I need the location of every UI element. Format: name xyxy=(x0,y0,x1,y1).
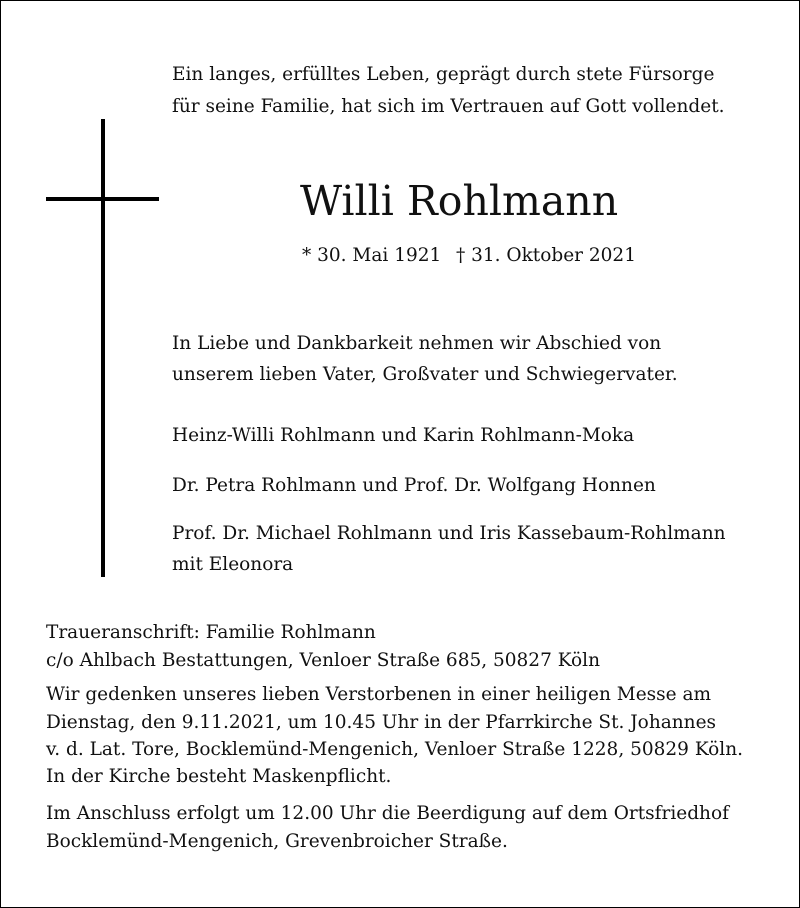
mass-line-3: v. d. Lat. Tore, Bocklemünd-Mengenich, Venloer Straße 1228, 50829 Köln. xyxy=(46,739,743,760)
address-line-2: c/o Ahlbach Bestattungen, Venloer Straße 685, 50827 Köln xyxy=(46,650,601,671)
address-line-1: Traueranschrift: Familie Rohlmann xyxy=(46,622,376,643)
farewell-line-1: In Liebe und Dankbarkeit nehmen wir Abschied von xyxy=(172,333,662,354)
mourner-3-continuation: mit Eleonora xyxy=(172,554,294,575)
intro-line-2: für seine Familie, hat sich im Vertrauen auf Gott vollendet. xyxy=(172,96,725,117)
death-date: † 31. Oktober 2021 xyxy=(456,245,636,266)
farewell-line-2: unserem lieben Vater, Großvater und Schwiegervater. xyxy=(172,364,678,385)
cross-icon-horizontal-bar xyxy=(46,197,159,201)
mourner-3: Prof. Dr. Michael Rohlmann und Iris Kassebaum-Rohlmann xyxy=(172,523,726,544)
intro-line-1: Ein langes, erfülltes Leben, geprägt durch stete Fürsorge xyxy=(172,64,715,85)
burial-line-2: Bocklemünd-Mengenich, Grevenbroicher Straße. xyxy=(46,831,508,852)
burial-line-1: Im Anschluss erfolgt um 12.00 Uhr die Beerdigung auf dem Ortsfriedhof xyxy=(46,803,729,824)
mourner-1: Heinz-Willi Rohlmann und Karin Rohlmann-Moka xyxy=(172,425,635,446)
mass-line-2: Dienstag, den 9.11.2021, um 10.45 Uhr in der Pfarrkirche St. Johannes xyxy=(46,712,717,733)
birth-date: * 30. Mai 1921 xyxy=(302,245,442,266)
mass-line-1: Wir gedenken unseres lieben Verstorbenen in einer heiligen Messe am xyxy=(46,684,712,705)
mourner-2: Dr. Petra Rohlmann und Prof. Dr. Wolfgang Honnen xyxy=(172,475,656,496)
deceased-name: Willi Rohlmann xyxy=(300,177,619,225)
cross-icon-vertical-bar xyxy=(101,119,105,577)
mass-line-4: In der Kirche besteht Maskenpflicht. xyxy=(46,766,392,787)
